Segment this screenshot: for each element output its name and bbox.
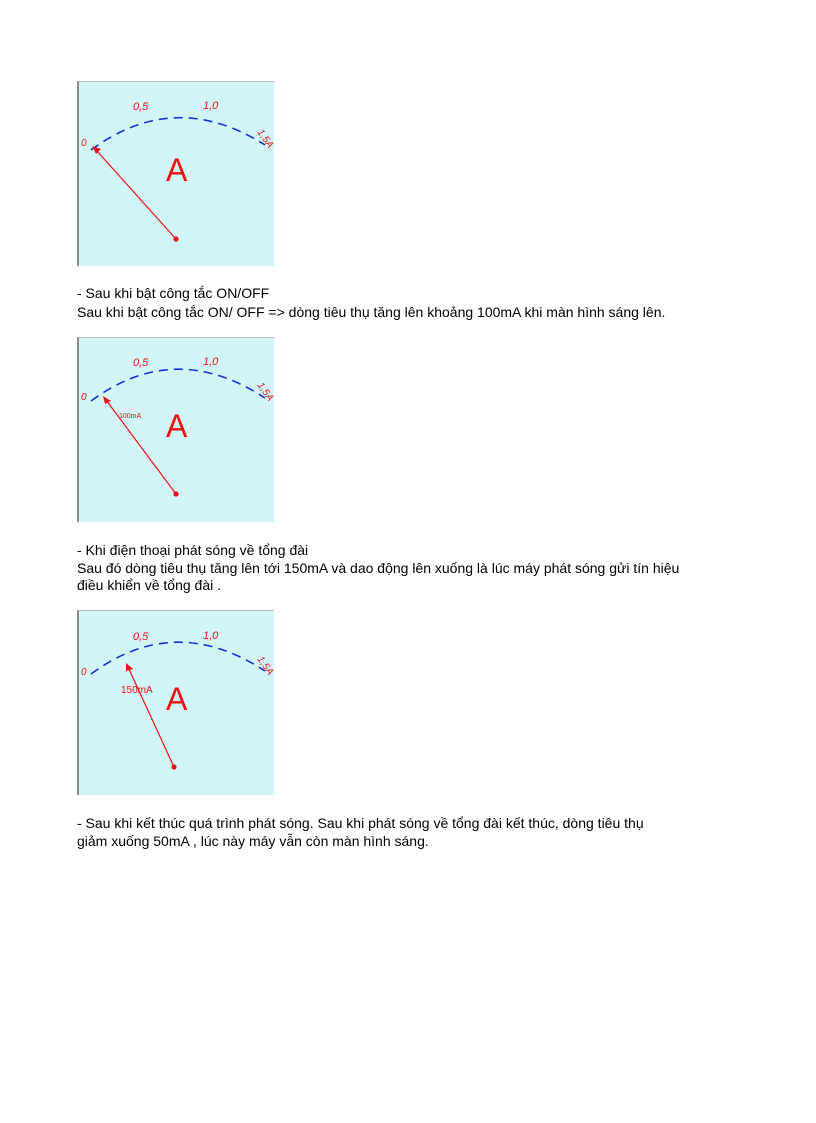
unit-label: A	[166, 152, 188, 188]
ammeter-diagram-3	[77, 610, 274, 795]
needle-pivot	[173, 491, 178, 496]
scale-label-1-0: 1,0	[203, 356, 219, 368]
needle-reading-label: 150mA	[121, 685, 153, 696]
needle-pivot	[173, 236, 178, 241]
scale-label-0-5: 0,5	[133, 631, 149, 643]
ammeter-diagram-2	[77, 337, 274, 522]
needle-arrowhead	[92, 146, 101, 154]
needle-pivot	[171, 764, 176, 769]
scale-label-0: 0	[81, 138, 87, 149]
needle-arrowhead	[103, 396, 111, 404]
ammeter-2-svg	[79, 338, 274, 522]
paragraph-2-line-2: điều khiển về tổng đài .	[77, 577, 221, 593]
ammeter-1-svg	[79, 82, 274, 266]
scale-label-0: 0	[81, 667, 87, 678]
meter-scale-arc	[91, 369, 265, 401]
unit-label: A	[166, 681, 188, 717]
paragraph-2-line-1: Sau đó dòng tiêu thụ tăng lên tới 150mA và dao động lên xuống là lúc máy phát sóng gửi tín hiệu	[77, 560, 680, 576]
paragraph-1-title: - Sau khi bật công tắc ON/OFF	[77, 285, 270, 301]
scale-label-1-5a: 1,5A	[254, 654, 276, 678]
paragraph-3-line-2: giảm xuống 50mA , lúc này máy vẫn còn màn hình sáng.	[77, 833, 429, 849]
scale-label-1-0: 1,0	[203, 630, 219, 642]
scale-label-1-5a: 1,5A	[254, 380, 276, 404]
needle-arrowhead	[126, 663, 133, 671]
meter-scale-arc	[91, 642, 265, 674]
needle-reading-label: 100mA	[119, 413, 142, 420]
unit-label: A	[166, 408, 188, 444]
scale-label-0-5: 0,5	[133, 357, 149, 369]
meter-needle	[96, 150, 176, 239]
meter-scale-arc	[91, 118, 265, 150]
paragraph-3-line-1: - Sau khi kết thúc quá trình phát sóng. Sau khi phát sóng về tổng đài kết thúc, dòng tiêu thụ	[77, 815, 644, 831]
paragraph-1-body: Sau khi bật công tắc ON/ OFF => dòng tiêu thụ tăng lên khoảng 100mA khi màn hình sáng lên.	[77, 304, 666, 320]
ammeter-diagram-1	[77, 81, 274, 266]
scale-label-1-5a: 1,5A	[254, 127, 276, 151]
scale-label-0: 0	[81, 392, 87, 403]
scale-label-0-5: 0,5	[133, 101, 149, 113]
ammeter-3-svg	[79, 611, 274, 795]
scale-label-1-0: 1,0	[203, 100, 219, 112]
paragraph-2-title: - Khi điện thoại phát sóng về tổng đài	[77, 542, 309, 558]
